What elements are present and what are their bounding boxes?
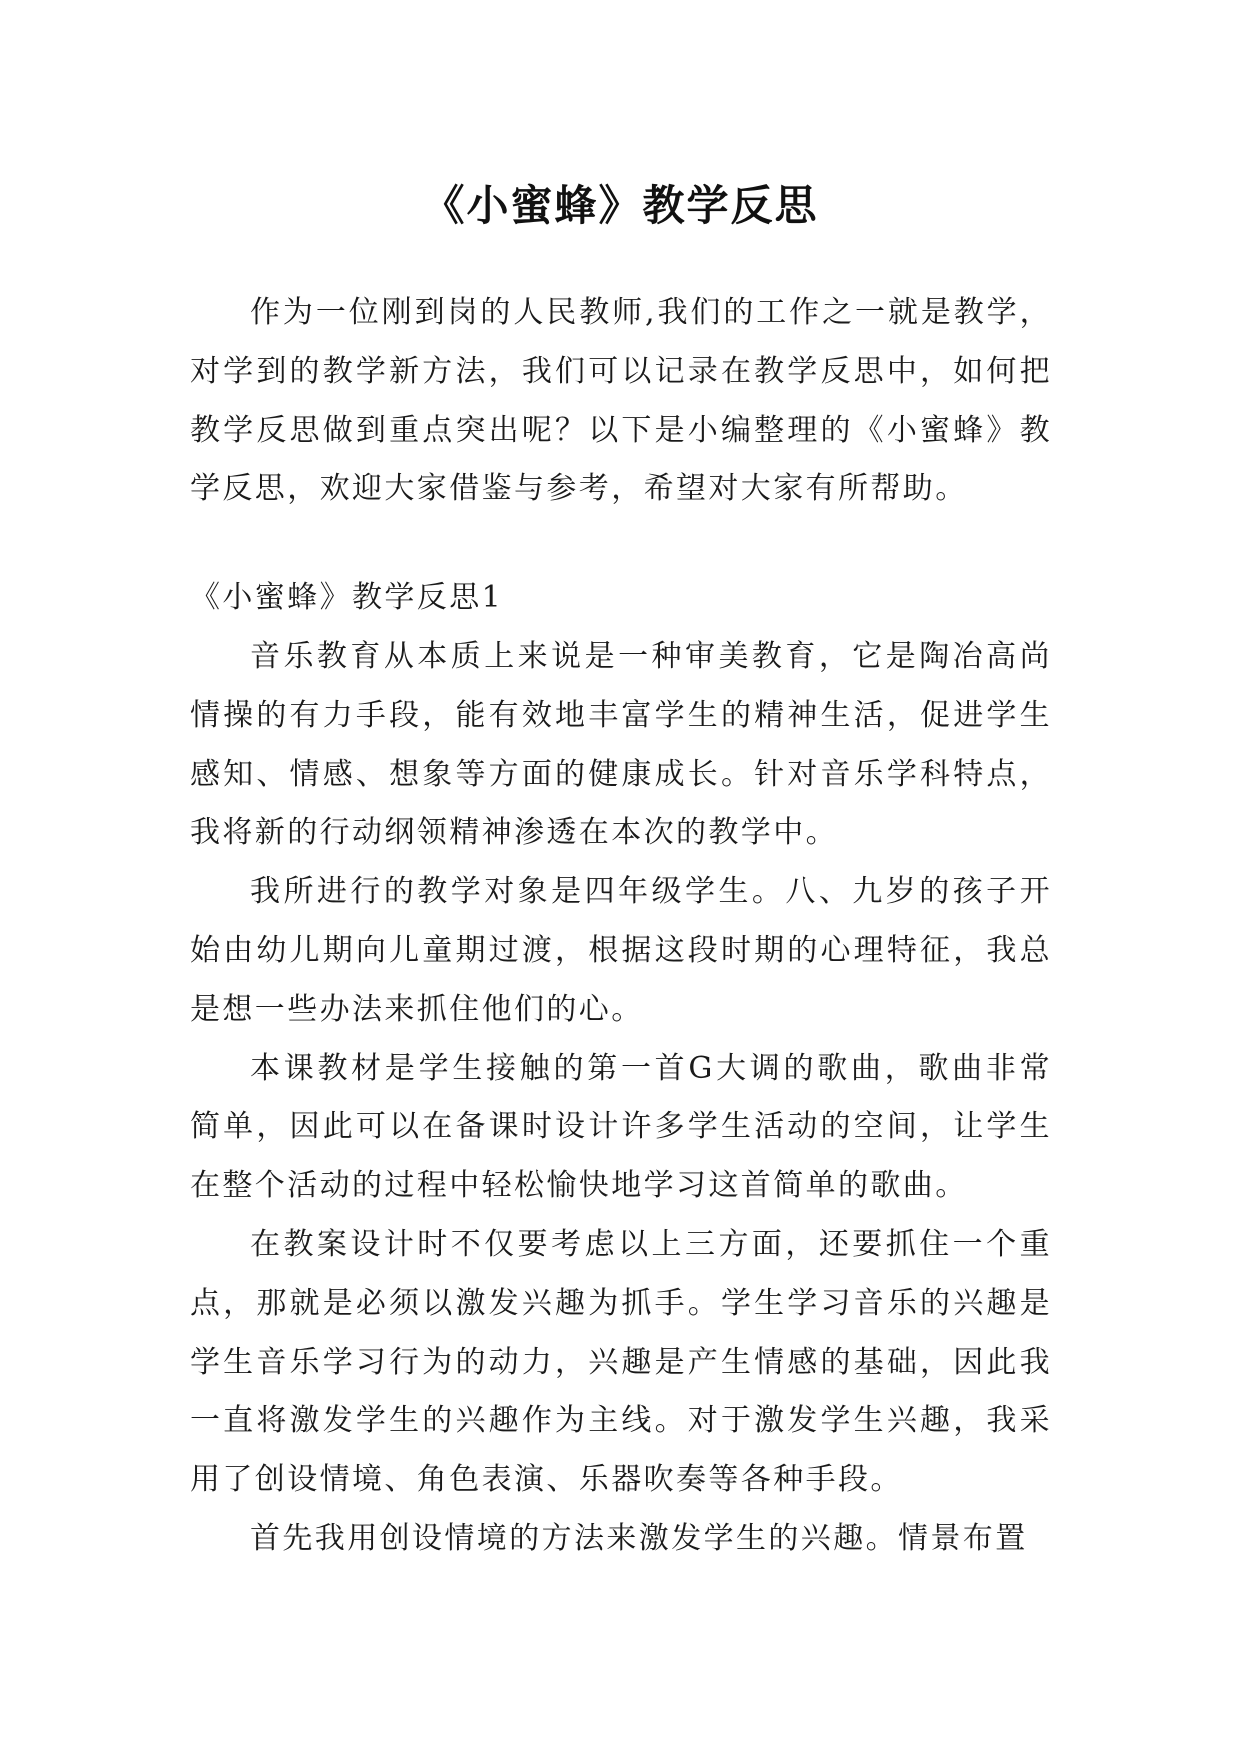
document-body <box>190 284 1052 1569</box>
body-paragraph: 我所进行的教学对象是四年级学生。八、九岁的孩子开始由幼儿期向儿童期过渡，根据这段时期的心理特征，我总是想一些办法来抓住他们的心。 <box>190 874 1052 1027</box>
body-paragraph: 首先我用创设情境的方法来激发学生的兴趣。情景布置 <box>250 1520 1028 1556</box>
document-title: 《小蜜蜂》教学反思 <box>422 181 819 231</box>
body-paragraph: 本课教材是学生接触的第一首G大调的歌曲，歌曲非常简单，因此可以在备课时设计许多学生活动的空间，让学生在整个活动的过程中轻松愉快地学习这首简单的歌曲。 <box>190 1050 1052 1204</box>
body-paragraph: 在教案设计时不仅要考虑以上三方面，还要抓住一个重点，那就是必须以激发兴趣为抓手。学生学习音乐的兴趣是学生音乐学习行为的动力，兴趣是产生情感的基础，因此我一直将激发学生的兴趣作为主线。对于激发学生兴趣，我采用了创设情境、角色表演、乐器吹奏等各种手段。 <box>190 1226 1052 1498</box>
body-paragraph: 音乐教育从本质上来说是一种审美教育，它是陶冶高尚情操的有力手段，能有效地丰富学生的精神生活，促进学生感知、情感、想象等方面的健康成长。针对音乐学科特点，我将新的行动纲领精神渗透在本次的教学中。 <box>190 638 1052 851</box>
intro-paragraph: 作为一位刚到岗的人民教师,我们的工作之一就是教学，对学到的教学新方法，我们可以记录在教学反思中，如何把教学反思做到重点突出呢？以下是小编整理的《小蜜蜂》教学反思，欢迎大家借鉴与参考，希望对大家有所帮助。 <box>190 295 1052 507</box>
section-heading: 《小蜜蜂》教学反思1 <box>190 580 504 616</box>
